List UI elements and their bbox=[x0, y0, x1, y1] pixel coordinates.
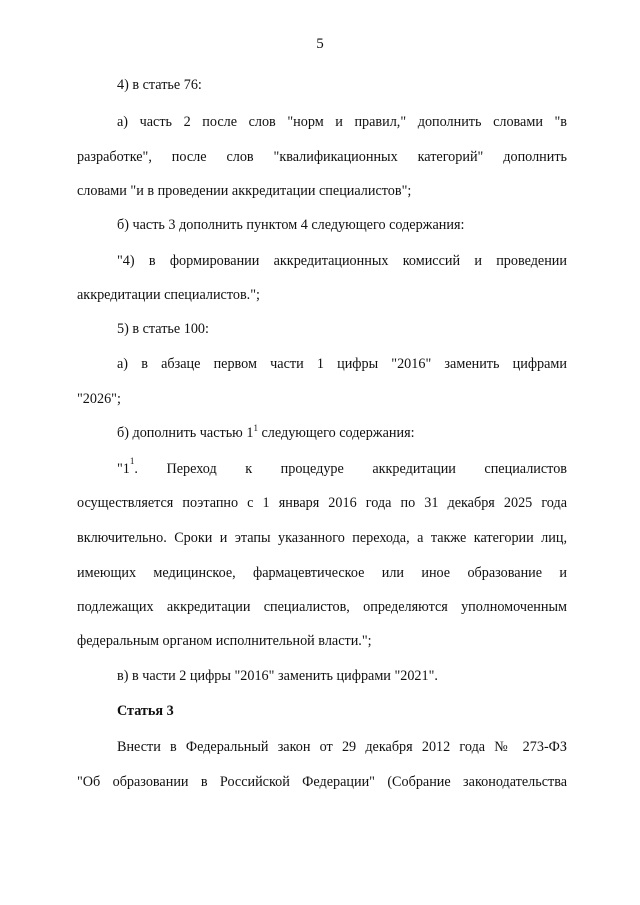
text-line: подлежащих аккредитации специалистов, определяются уполномоченным bbox=[77, 599, 567, 615]
text-line: включительно. Сроки и этапы указанного перехода, а также категории лиц, bbox=[77, 530, 567, 546]
superscript: 1 bbox=[129, 456, 135, 466]
text-fragment: следующего содержания: bbox=[261, 425, 415, 441]
text-line: разработке", после слов "квалификационных категорий" дополнить bbox=[77, 149, 567, 165]
article-heading: Статья 3 bbox=[117, 703, 174, 719]
text-line: 4) в статье 76: bbox=[117, 77, 202, 93]
text-line: "4) в формировании аккредитационных комиссий и проведении bbox=[117, 253, 567, 269]
text-line: б) часть 3 дополнить пунктом 4 следующего содержания: bbox=[117, 217, 465, 233]
text-line: словами "и в проведении аккредитации специалистов"; bbox=[77, 183, 412, 199]
text-line bbox=[117, 456, 567, 478]
superscript: 1 bbox=[253, 423, 258, 433]
text-line: осуществляется поэтапно с 1 января 2016 года по 31 декабря 2025 года bbox=[77, 495, 567, 511]
text-line: а) в абзаце первом части 1 цифры "2016" заменить цифрами bbox=[117, 356, 567, 372]
text-line: имеющих медицинское, фармацевтическое или иное образование и bbox=[77, 565, 567, 581]
text-line: "2026"; bbox=[77, 391, 121, 407]
text-fragment: . Переход к процедуре аккредитации специалистов bbox=[134, 461, 567, 477]
text-line: Внести в Федеральный закон от 29 декабря 2012 года № 273-ФЗ bbox=[117, 739, 567, 755]
text-line: федеральным органом исполнительной власти."; bbox=[77, 633, 372, 649]
text-line: в) в части 2 цифры "2016" заменить цифрами "2021". bbox=[117, 668, 438, 684]
text-line bbox=[117, 425, 567, 442]
page-number: 5 bbox=[316, 36, 324, 52]
text-fragment: б) дополнить частью 1 bbox=[117, 425, 254, 441]
text-line: "Об образовании в Российской Федерации" (Собрание законодательства bbox=[77, 774, 567, 790]
text-line: аккредитации специалистов."; bbox=[77, 287, 260, 303]
text-line: 5) в статье 100: bbox=[117, 321, 209, 337]
text-line: а) часть 2 после слов "норм и правил," дополнить словами "в bbox=[117, 114, 567, 130]
text-fragment: "1 bbox=[117, 461, 130, 477]
